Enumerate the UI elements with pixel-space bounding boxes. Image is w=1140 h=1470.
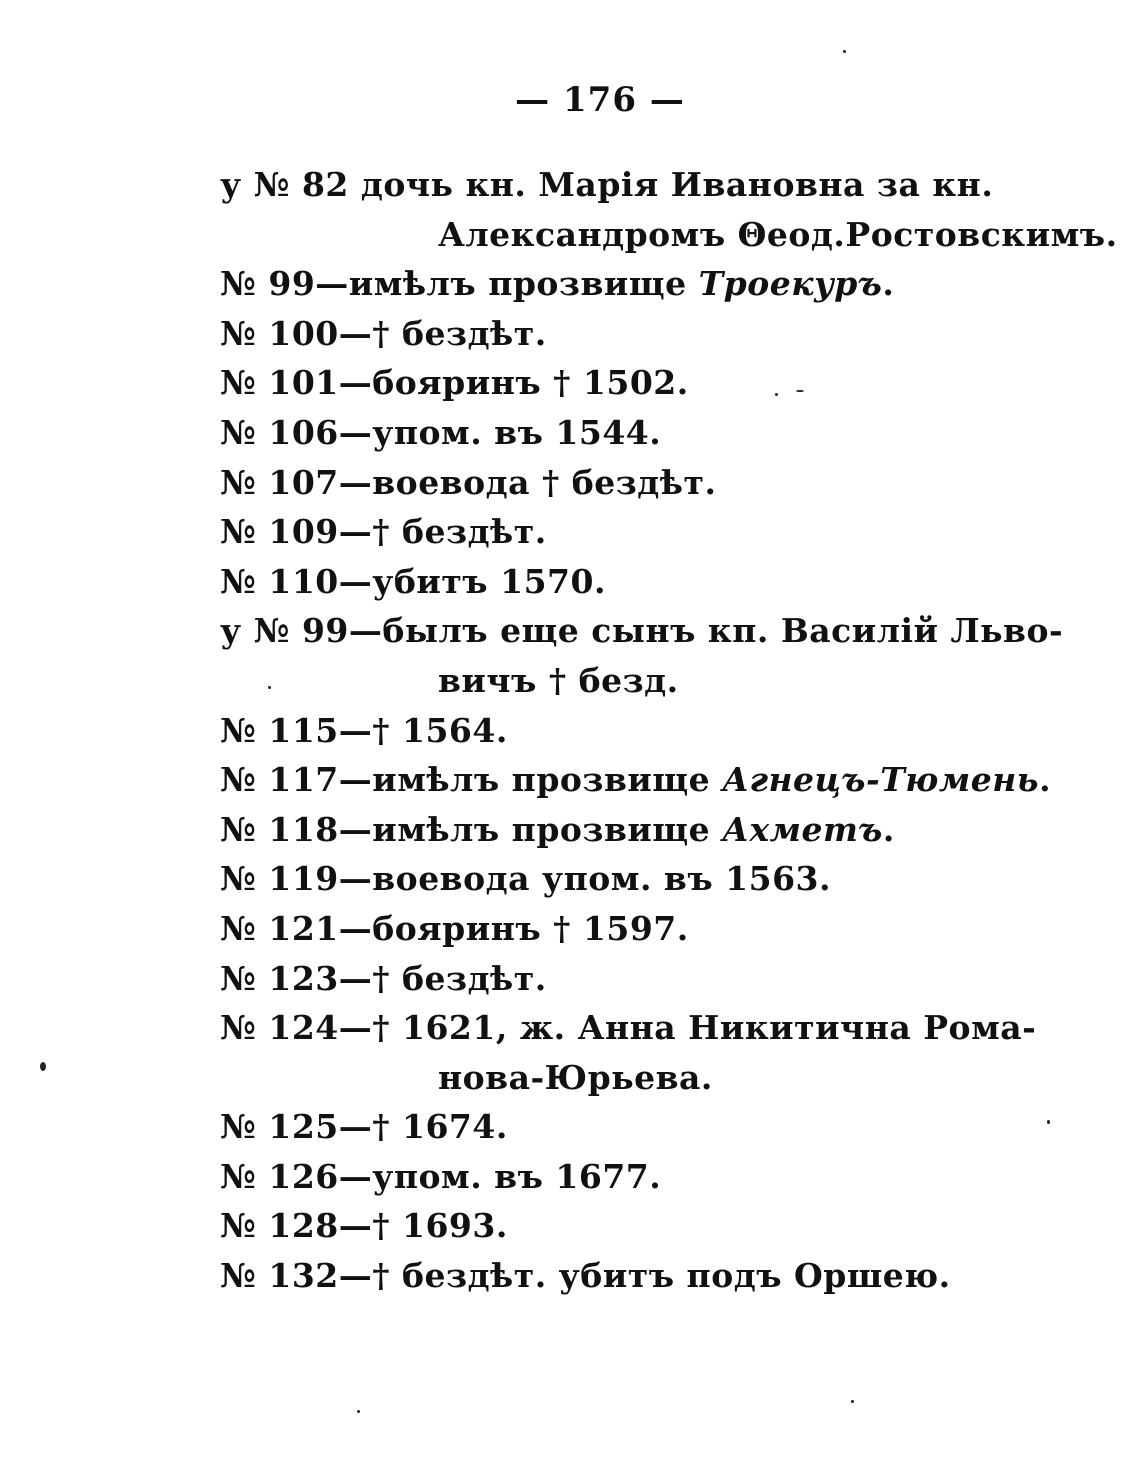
entry-continuation bbox=[220, 656, 1020, 706]
entry-text: —былъ еще сынъ кп. Василій Льво- bbox=[348, 611, 1064, 651]
entry-text: —† бездѣт. bbox=[338, 958, 547, 998]
entry-number: № 123 bbox=[220, 958, 339, 998]
entry-text: —† бездѣт. bbox=[338, 512, 547, 552]
entry-text: —имѣлъ прозвище bbox=[315, 264, 699, 304]
entry-number: № 110 bbox=[220, 561, 339, 601]
entry-nickname: Агнецъ-Тюмень bbox=[722, 760, 1040, 800]
ink-speck bbox=[843, 50, 846, 53]
entry-line bbox=[220, 259, 1020, 309]
entry-text: нова-Юрьева. bbox=[438, 1057, 713, 1097]
entry-tail: . bbox=[882, 809, 895, 849]
entry-line bbox=[220, 1251, 1020, 1301]
entry-line bbox=[220, 755, 1052, 805]
entry-number: № 118 bbox=[220, 809, 339, 849]
entry-number: № 115 bbox=[220, 710, 339, 750]
entry-text: —воевода упом. въ 1563. bbox=[338, 859, 831, 899]
entry-number: у № 82 bbox=[220, 165, 349, 204]
entry-list bbox=[220, 160, 1118, 1301]
entry-text: Александромъ Θеод.Ростовскимъ. bbox=[438, 214, 1118, 254]
ink-speck bbox=[268, 686, 271, 689]
entry-number: № 99 bbox=[220, 264, 316, 304]
entry-number: № 100 bbox=[220, 313, 339, 353]
ink-speck bbox=[357, 1410, 360, 1413]
entry-number: № 106 bbox=[220, 412, 339, 452]
entry-line bbox=[220, 557, 1020, 607]
entry-line bbox=[220, 1003, 1037, 1053]
entry-text: —имѣлъ прозвище bbox=[338, 760, 723, 800]
entry-line bbox=[220, 1201, 1020, 1251]
ink-speck bbox=[796, 390, 804, 392]
entry-text: —† 1621, ж. Анна Никитична Рома- bbox=[338, 1008, 1037, 1048]
entry-number: № 124 bbox=[220, 1008, 339, 1048]
entry-line bbox=[220, 706, 1020, 756]
entry-number: № 128 bbox=[220, 1206, 339, 1246]
page-number: — 176 — bbox=[515, 80, 685, 120]
entry-text: —† бездѣт. bbox=[338, 313, 547, 353]
entry-number: № 107 bbox=[220, 462, 339, 502]
entry-line bbox=[220, 507, 1020, 557]
entry-line bbox=[220, 1152, 1020, 1202]
entry-line bbox=[220, 1102, 1020, 1152]
entry-text: дочь кн. Марія Ивановна за кн. bbox=[348, 165, 994, 204]
entry-text: —бояринъ † 1597. bbox=[338, 908, 689, 948]
entry-continuation bbox=[220, 1053, 1020, 1103]
entry-continuation bbox=[220, 210, 1118, 260]
entry-text: —† 1564. bbox=[338, 710, 508, 750]
entry-nickname: Ахметъ bbox=[722, 809, 883, 849]
entry-tail: . bbox=[882, 264, 895, 304]
entry-line bbox=[220, 309, 1020, 359]
entry-text: —† 1693. bbox=[338, 1206, 508, 1246]
entry-line bbox=[220, 458, 1020, 508]
entry-number: № 117 bbox=[220, 760, 339, 800]
entry-tail: . bbox=[1039, 760, 1052, 800]
entry-number: № 132 bbox=[220, 1256, 339, 1296]
entry-line bbox=[220, 854, 1020, 904]
entry-line bbox=[220, 408, 1020, 458]
entry-number: у № 99 bbox=[220, 611, 349, 651]
entry-number: № 125 bbox=[220, 1107, 339, 1147]
entry-text: —воевода † бездѣт. bbox=[338, 462, 717, 502]
entry-text: —убитъ 1570. bbox=[338, 561, 606, 601]
entry-line bbox=[220, 904, 1020, 954]
entry-line bbox=[220, 606, 1064, 656]
entry-number: № 109 bbox=[220, 512, 339, 552]
entry-number: № 121 bbox=[220, 908, 339, 948]
ink-speck bbox=[40, 1062, 46, 1071]
entry-line bbox=[220, 805, 1020, 855]
entry-text: —имѣлъ прозвище bbox=[338, 809, 723, 849]
entry-line bbox=[220, 160, 1020, 210]
entry-text: вичъ † безд. bbox=[438, 660, 679, 700]
entry-line bbox=[220, 954, 1020, 1004]
entry-number: № 101 bbox=[220, 363, 339, 403]
entry-text: —упом. въ 1677. bbox=[338, 1156, 662, 1196]
ink-speck bbox=[775, 393, 778, 396]
entry-number: № 119 bbox=[220, 859, 339, 899]
entry-nickname: Троекуръ bbox=[698, 264, 883, 304]
ink-speck bbox=[1047, 1120, 1050, 1124]
entry-line bbox=[220, 358, 1020, 408]
entry-text: —бояринъ † 1502. bbox=[338, 363, 689, 403]
entry-text: —† 1674. bbox=[338, 1107, 508, 1147]
entry-text: —† бездѣт. убитъ подъ Оршею. bbox=[338, 1256, 951, 1296]
entry-text: —упом. въ 1544. bbox=[338, 412, 662, 452]
entry-number: № 126 bbox=[220, 1156, 339, 1196]
ink-speck bbox=[851, 1400, 854, 1403]
